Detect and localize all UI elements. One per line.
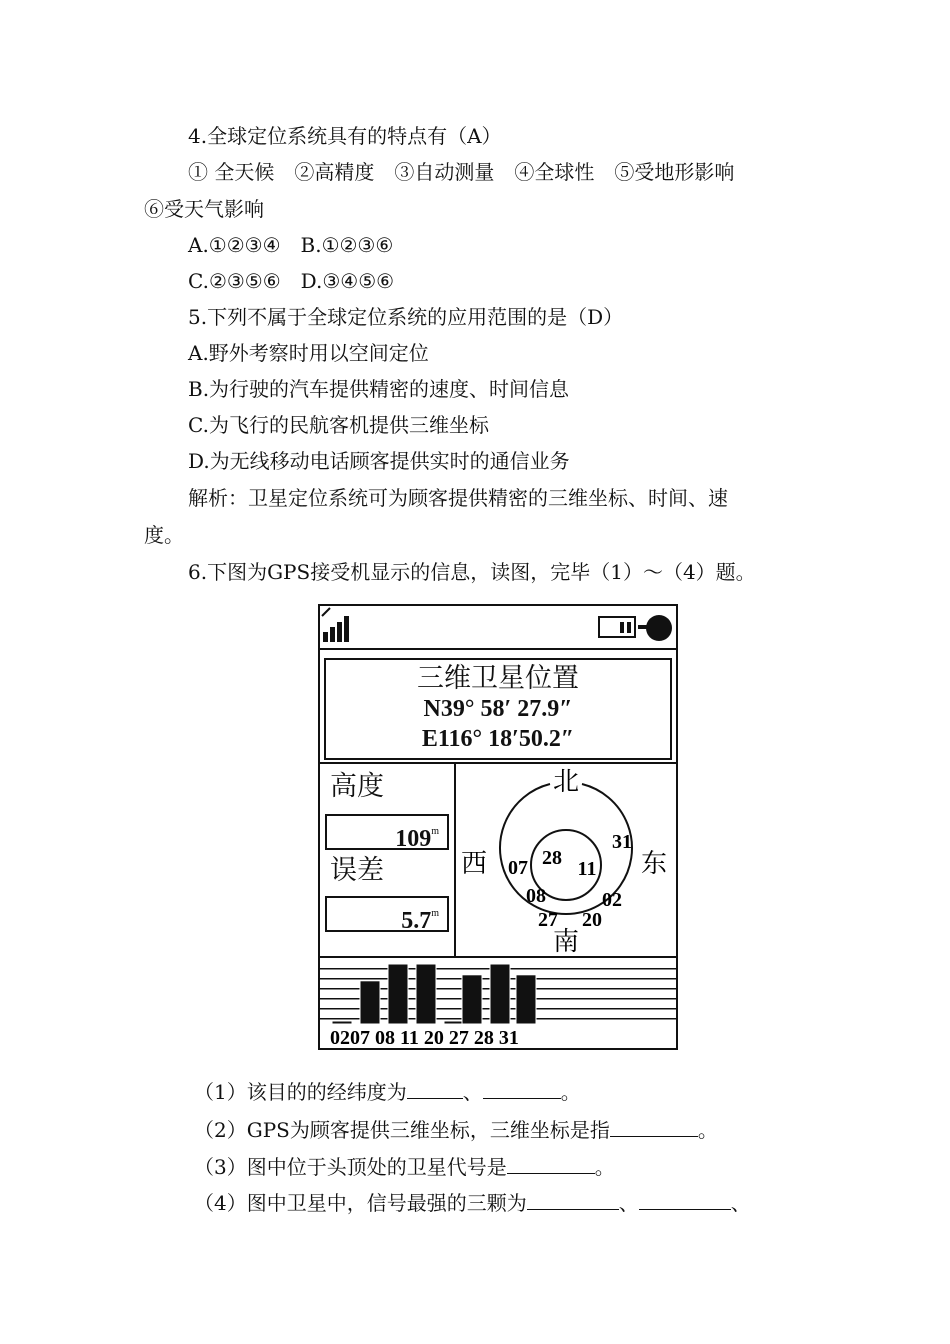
answer-blank[interactable] xyxy=(483,1080,561,1099)
battery-icon xyxy=(598,616,636,638)
q6-sub2 xyxy=(194,1116,718,1144)
record-indicator-icon xyxy=(646,615,672,641)
signal-bar-02 xyxy=(332,1021,352,1024)
q4-items-line2: ⑥受天气影响 xyxy=(144,197,264,221)
south-label: 南 xyxy=(552,927,580,956)
q5-stem: 5.下列不属于全球定位系统的应用范围的是（D） xyxy=(188,305,624,329)
answer-blank[interactable] xyxy=(639,1191,731,1210)
period: 。 xyxy=(560,1080,581,1104)
signal-bar-31 xyxy=(516,975,536,1024)
answer-blank[interactable] xyxy=(407,1080,463,1099)
q4-options-ab: A.①②③④ B.①②③⑥ xyxy=(188,233,394,257)
satellite-label: 28 xyxy=(542,847,562,869)
period: 。 xyxy=(697,1118,718,1142)
signal-bar-07 xyxy=(360,981,380,1024)
position-panel xyxy=(324,658,672,760)
longitude-readout: E116° 18′50.2″ xyxy=(421,726,575,752)
satellite-label: 08 xyxy=(526,885,546,907)
error-unit: m xyxy=(431,908,439,919)
q5-analysis-line1: 解析：卫星定位系统可为顾客提供精密的三维坐标、时间、速 xyxy=(188,486,728,510)
q6-sub2-text: （2）GPS为顾客提供三维坐标，三维坐标是指 xyxy=(194,1118,610,1142)
q4-stem: 4.全球定位系统具有的特点有（A） xyxy=(188,124,502,148)
signal-bar-20 xyxy=(444,1021,464,1024)
answer-blank[interactable] xyxy=(610,1118,698,1137)
signal-bar-11 xyxy=(416,964,436,1024)
q6-sub3 xyxy=(194,1153,615,1181)
q5-option-a: A.野外考察时用以空间定位 xyxy=(188,341,429,365)
position-title: 三维卫星位置 xyxy=(417,663,579,694)
altitude-value: 109 xyxy=(395,826,432,852)
satellite-label: 31 xyxy=(612,831,632,853)
q4-items-line1: ① 全天候 ②高精度 ③自动测量 ④全球性 ⑤受地形影响 xyxy=(188,160,735,184)
answer-blank[interactable] xyxy=(507,1155,595,1174)
altitude-label: 高度 xyxy=(330,771,384,802)
error-value: 5.7 xyxy=(401,908,432,934)
q4-options-cd: C.②③⑤⑥ D.③④⑤⑥ xyxy=(188,269,395,293)
satellite-label: 27 xyxy=(538,909,558,931)
status-bar xyxy=(320,606,676,650)
signal-bar-chart xyxy=(320,956,676,1048)
gps-receiver-figure xyxy=(318,604,678,1050)
separator: 、 xyxy=(462,1080,483,1104)
error-field xyxy=(325,896,449,932)
latitude-readout: N39° 58′ 27.9″ xyxy=(423,696,573,722)
signal-strength-icon xyxy=(320,606,360,648)
q6-sub4-text: （4）图中卫星中，信号最强的三颗为 xyxy=(194,1191,527,1215)
altitude-field xyxy=(325,814,449,850)
q6-sub4 xyxy=(194,1189,751,1217)
satellite-label: 11 xyxy=(577,858,597,880)
signal-bar-28 xyxy=(490,964,510,1024)
q6-sub1-text: （1）该目的的经纬度为 xyxy=(194,1080,407,1104)
satellite-label: 07 xyxy=(508,857,528,879)
period: 。 xyxy=(594,1155,615,1179)
q6-stem: 6.下图为GPS接受机显示的信息，读图，完毕（1）～（4）题。 xyxy=(188,560,756,584)
q6-sub1 xyxy=(194,1078,581,1106)
altitude-unit: m xyxy=(431,826,439,837)
separator: 、 xyxy=(730,1191,751,1215)
q5-option-d: D.为无线移动电话顾客提供实时的通信业务 xyxy=(188,449,570,473)
separator: 、 xyxy=(618,1191,639,1215)
east-label: 东 xyxy=(640,849,668,879)
sky-view xyxy=(456,762,676,956)
q5-option-b: B.为行驶的汽车提供精密的速度、时间信息 xyxy=(188,377,570,401)
satellite-label: 02 xyxy=(602,889,622,911)
signal-bar-08 xyxy=(388,964,408,1024)
west-label: 西 xyxy=(460,849,488,879)
signal-bar-labels: 0207 08 11 20 27 28 31 xyxy=(330,1027,519,1048)
satellite-label: 20 xyxy=(582,909,602,931)
answer-blank[interactable] xyxy=(527,1191,619,1210)
q6-sub3-text: （3）图中位于头顶处的卫星代号是 xyxy=(194,1155,507,1179)
error-label: 误差 xyxy=(330,855,384,886)
q5-analysis-line2: 度。 xyxy=(144,523,184,547)
signal-bar-27 xyxy=(462,975,482,1024)
north-label: 北 xyxy=(552,767,580,797)
q5-option-c: C.为飞行的民航客机提供三维坐标 xyxy=(188,413,489,437)
